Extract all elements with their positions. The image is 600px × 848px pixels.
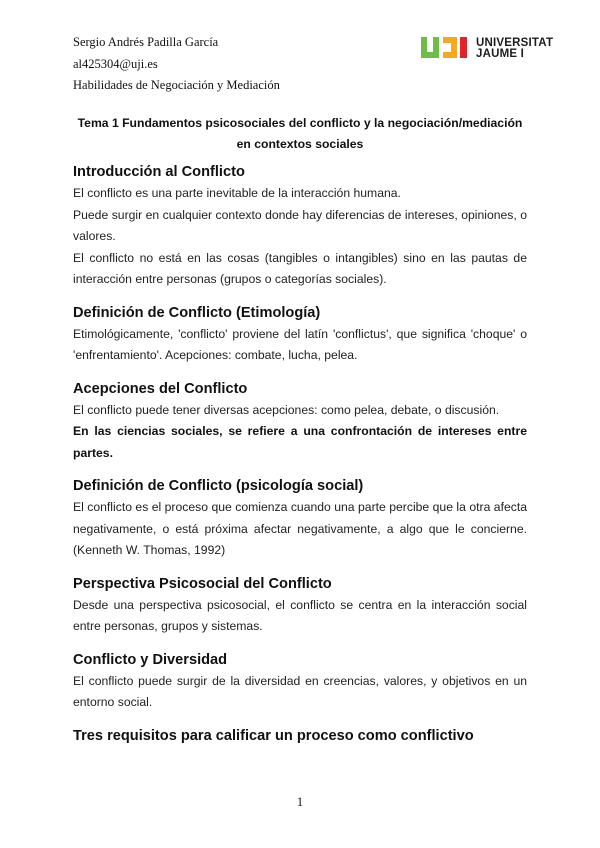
document-title: Tema 1 Fundamentos psicosociales del conflicto y la negociación/mediación en contextos sociales: [77, 116, 523, 151]
course-name: Habilidades de Negociación y Mediación: [73, 78, 280, 92]
logo-wordmark: [476, 38, 553, 61]
paragraph: El conflicto puede surgir de la diversidad en creencias, valores, y objetivos en un entorno social.: [73, 673, 527, 709]
section-heading: Conflicto y Diversidad: [73, 651, 228, 668]
paragraph: El conflicto puede tener diversas acepciones: como pelea, debate, o discusión.: [73, 402, 500, 417]
section-heading: Acepciones del Conflicto: [73, 380, 248, 397]
logo-u-shape: [421, 37, 439, 58]
paragraph: El conflicto es una parte inevitable de la interacción humana.: [73, 186, 401, 200]
section-perspectiva-psicosocial: [73, 573, 527, 638]
paragraph: Etimológicamente, 'conflicto' proviene del latín 'conflictus', que significa 'choque' o 'enfrentamiento'. Acepciones: combate, lucha, pelea.: [73, 326, 527, 362]
section-definicion-psicologia: [73, 475, 527, 562]
author-email: al425304@uji.es: [73, 56, 158, 71]
section-heading: Tres requisitos para calificar un proceso como conflictivo: [73, 727, 474, 744]
document-header: [73, 32, 280, 97]
author-name: Sergio Andrés Padilla García: [73, 35, 219, 49]
paragraph: Puede surgir en cualquier contexto donde hay diferencias de intereses, opiniones, o valores.: [73, 207, 527, 243]
bold-paragraph: En las ciencias sociales, se refiere a una confrontación de intereses entre partes.: [73, 424, 527, 460]
document-body: [73, 161, 527, 758]
logo-j-shape: [443, 37, 457, 58]
page-number: 1: [296, 795, 304, 809]
university-logo: [420, 36, 553, 62]
logo-line-1: UNIVERSITAT: [476, 36, 554, 49]
paragraph: El conflicto no está en las cosas (tangibles o intangibles) sino en las pautas de interacción entre personas (grupos o categorías sociales).: [73, 250, 527, 286]
logo-i-shape: [460, 37, 467, 58]
section-tres-requisitos: [73, 725, 527, 747]
logo-line-2: JAUME I: [476, 48, 525, 60]
section-heading: Definición de Conflicto (Etimología): [73, 304, 321, 321]
section-heading: Definición de Conflicto (psicología social): [73, 478, 364, 494]
paragraph: El conflicto es el proceso que comienza cuando una parte percibe que la otra afecta negativamente, o está próxima afectar negativamente, a algo que le concierne. (Kenneth W. Thomas, 1992): [73, 500, 527, 557]
uji-logo-icon: [420, 36, 470, 62]
section-acepciones: [73, 378, 527, 465]
section-heading: Perspectiva Psicosocial del Conflicto: [73, 575, 332, 592]
section-definicion-etimologia: [73, 302, 527, 367]
section-heading: Introducción al Conflicto: [73, 164, 245, 180]
section-conflicto-diversidad: [73, 649, 527, 714]
paragraph: Desde una perspectiva psicosocial, el conflicto se centra en la interacción social entre personas, grupos y sistemas.: [73, 597, 527, 633]
section-introduccion: [73, 161, 527, 291]
